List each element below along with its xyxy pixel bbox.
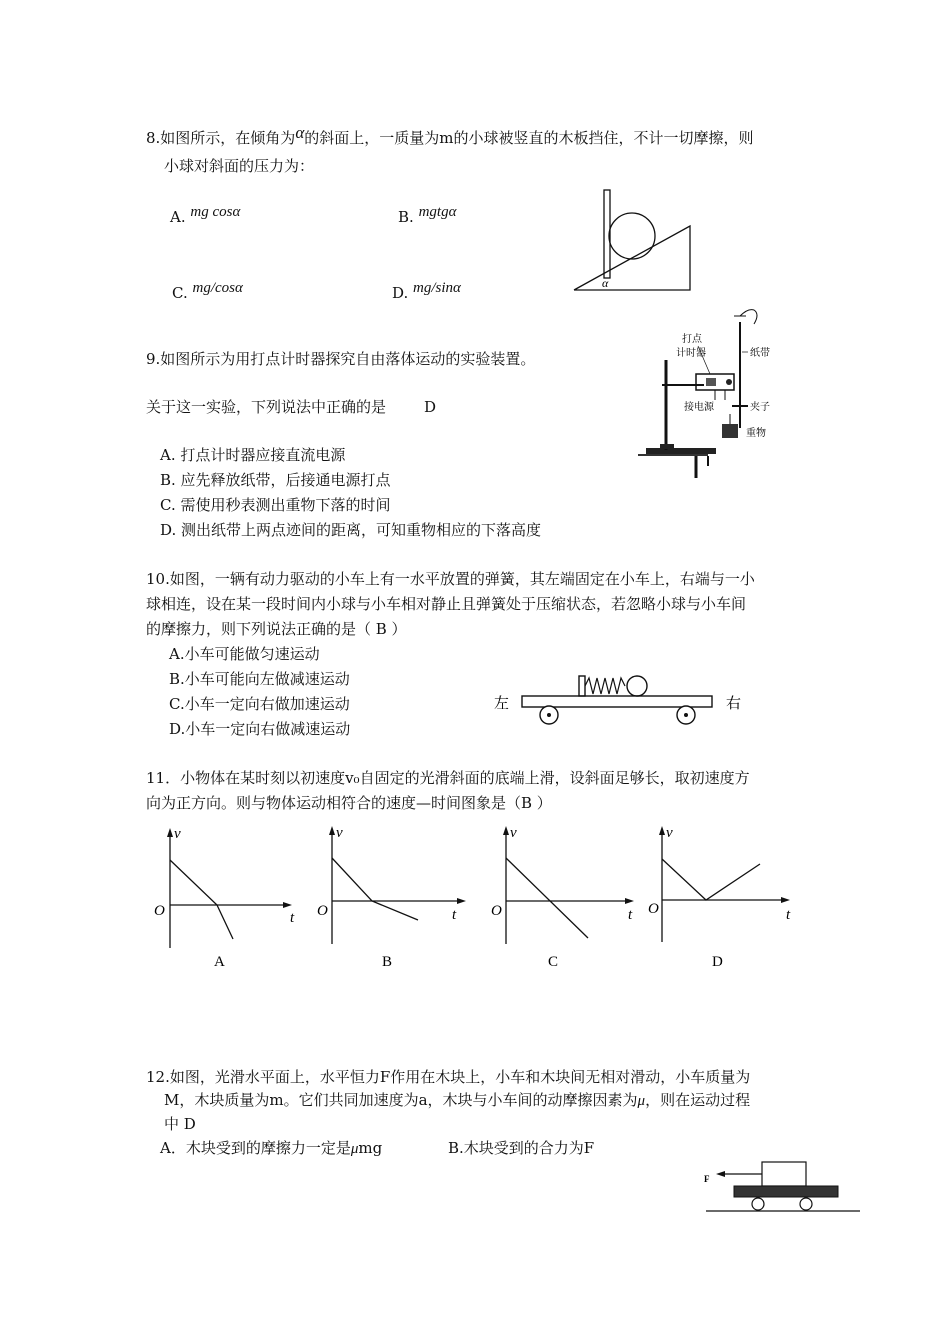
q11-d-o: O xyxy=(648,901,659,917)
q8-alpha: α xyxy=(295,123,305,142)
q8-option-a-expr: mg cosα xyxy=(190,204,241,220)
q11-d-v: v xyxy=(666,825,673,841)
q9-option-d: D. 测出纸带上两点迹间的距离，可知重物相应的下落高度 xyxy=(160,521,542,539)
q12-line3: 中 D xyxy=(164,1115,196,1133)
q8-line1-b: 的斜面上，一质量为m的小球被竖直的木板挡住，不计一切摩擦，则 xyxy=(304,129,754,147)
q9-answer: D xyxy=(424,398,437,416)
q8-option-c-expr: mg/cosα xyxy=(192,280,243,296)
q9-apparatus-figure xyxy=(636,302,776,482)
q8-option-d xyxy=(392,280,461,304)
q9-option-c: C. 需使用秒表测出重物下落的时间 xyxy=(160,496,391,514)
q12-mu: μ xyxy=(637,1093,646,1109)
q9-label-timer-2: 计时器 xyxy=(676,348,706,359)
q8-option-b-expr: mgtgα xyxy=(418,204,457,220)
q8-option-d-label: D. xyxy=(392,284,409,302)
q11-a-o: O xyxy=(154,903,165,919)
q8-option-a-label: A. xyxy=(170,208,186,226)
q11-d-t: t xyxy=(786,907,791,923)
q10-cart-figure xyxy=(490,668,750,728)
q11-graph-d xyxy=(646,826,806,976)
q10-option-c: C.小车一定向右做加速运动 xyxy=(169,695,350,713)
q11-graph-c xyxy=(488,826,648,976)
q12-option-a-mu: μ xyxy=(350,1141,359,1157)
q11-c-label: C xyxy=(548,954,559,970)
q11-graph-a xyxy=(150,826,310,976)
q11-b-o: O xyxy=(317,903,328,919)
q10-line1: 10.如图，一辆有动力驱动的小车上有一水平放置的弹簧，其左端固定在小车上，右端与一小 xyxy=(146,570,755,588)
q8-option-c xyxy=(172,280,243,304)
q10-line3: 的摩擦力，则下列说法正确的是（ B ） xyxy=(146,620,407,638)
q9-option-a: A. 打点计时器应接直流电源 xyxy=(160,446,346,464)
q8-option-b xyxy=(398,204,457,228)
q12-line2-b: ，则在运动过程 xyxy=(645,1091,751,1109)
q11-c-v: v xyxy=(510,825,517,841)
q10-option-d: D.小车一定向右做减速运动 xyxy=(169,720,351,738)
q9-label-timer-1: 打点 xyxy=(682,334,702,345)
q10-line2: 球相连，设在某一段时间内小球与小车相对静止且弹簧处于压缩状态，若忽略小球与小车间 xyxy=(146,595,747,613)
q8-option-b-label: B. xyxy=(398,208,414,226)
q8-option-c-label: C. xyxy=(172,284,188,302)
q8-option-a xyxy=(170,204,241,228)
q10-option-a: A.小车可能做匀速运动 xyxy=(169,645,320,663)
q12-option-a-b: mg xyxy=(358,1139,383,1157)
q11-line2: 向为正方向。则与物体运动相符合的速度—时间图象是（B ） xyxy=(146,794,552,812)
q12-option-b: B.木块受到的合力为F xyxy=(448,1139,595,1157)
q8-line2: 小球对斜面的压力为： xyxy=(164,157,315,175)
q9-line1: 9.如图所示为用打点计时器探究自由落体运动的实验装置。 xyxy=(146,350,536,368)
q11-d-label: D xyxy=(712,954,723,970)
q12-block-cart-figure xyxy=(700,1158,870,1218)
q12-line2-a: M，木块质量为m。它们共同加速度为a，木块与小车间的动摩擦因素为 xyxy=(164,1091,638,1109)
q11-graph-b xyxy=(316,826,476,976)
q8-incline-figure xyxy=(570,186,700,296)
q8-angle-label: α xyxy=(602,276,609,290)
q11-b-t: t xyxy=(452,907,457,923)
q12-line1: 12.如图，光滑水平面上，水平恒力F作用在木块上，小车和木块间无相对滑动，小车质量为 xyxy=(146,1068,751,1086)
q11-b-v: v xyxy=(336,825,343,841)
q11-a-label: A xyxy=(214,954,225,970)
q9-label-tape: 纸带 xyxy=(750,348,770,359)
q11-a-v: v xyxy=(174,826,181,842)
q8-line1-a: 8.如图所示，在倾角为 xyxy=(146,129,296,147)
q9-label-power: 接电源 xyxy=(684,402,714,413)
q10-left-label: 左 xyxy=(494,696,510,712)
q10-option-b: B.小车可能向左做减速运动 xyxy=(169,670,350,688)
q10-right-label: 右 xyxy=(726,696,742,712)
q11-a-t: t xyxy=(290,910,295,926)
q12-line2 xyxy=(164,1090,750,1111)
q11-line1: 11．小物体在某时刻以初速度v₀自固定的光滑斜面的底端上滑，设斜面足够长，取初速度方 xyxy=(146,769,750,787)
q11-c-o: O xyxy=(491,903,502,919)
q8-line1 xyxy=(146,123,754,148)
q9-line2 xyxy=(146,397,436,417)
q11-c-t: t xyxy=(628,907,633,923)
q9-label-weight: 重物 xyxy=(746,428,766,439)
q9-option-b: B. 应先释放纸带，后接通电源打点 xyxy=(160,471,391,489)
q8-option-d-expr: mg/sinα xyxy=(413,280,461,296)
q11-b-label: B xyxy=(382,954,393,970)
q12-force-label: F xyxy=(704,1174,710,1184)
q9-line2-text: 关于这一实验，下列说法中正确的是 xyxy=(146,398,387,416)
q12-option-a-a: A．木块受到的摩擦力一定是 xyxy=(160,1139,351,1157)
q9-label-clip: 夹子 xyxy=(750,402,770,413)
q12-option-a xyxy=(160,1138,382,1159)
